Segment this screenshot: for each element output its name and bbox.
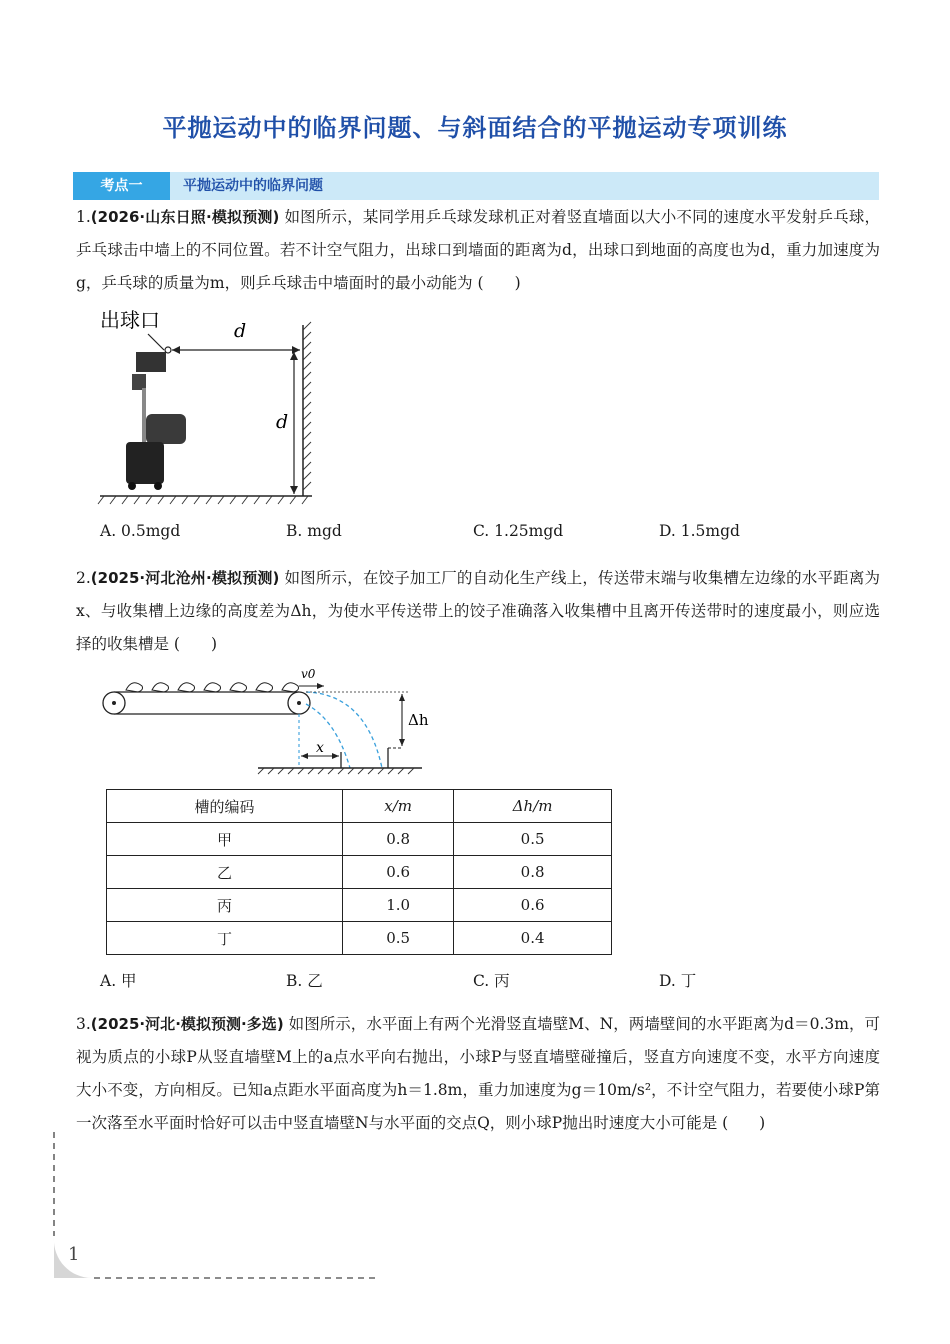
table-row <box>107 922 612 955</box>
question-source: (2026·山东日照·模拟预测) <box>90 208 280 226</box>
table-row <box>107 889 612 922</box>
table-cell: 丙 <box>107 889 343 922</box>
option-b[interactable]: B. 乙 <box>286 972 323 990</box>
table-header: x/m <box>343 790 454 823</box>
question-3 <box>76 1008 880 1140</box>
option-a[interactable]: A. 0.5mgd <box>100 522 181 540</box>
table-cell: 0.5 <box>343 922 454 955</box>
q1-options <box>100 522 860 546</box>
option-c[interactable]: C. 丙 <box>473 972 510 990</box>
question-number: 1. <box>76 208 91 226</box>
ball-machine-head <box>136 352 166 372</box>
option-b[interactable]: B. mgd <box>286 522 342 540</box>
table-cell: 丁 <box>107 922 343 955</box>
question-source: (2025·河北·模拟预测·多选) <box>90 1015 284 1033</box>
x-label: x <box>316 740 324 756</box>
table-cell: 0.5 <box>454 823 612 856</box>
q2-options <box>100 969 860 993</box>
question-1 <box>76 201 880 300</box>
table-cell: 0.6 <box>343 856 454 889</box>
machine-base <box>126 442 164 484</box>
question-text: 如图所示，在饺子加工厂的自动化生产线上，传送带末端与收集槽左边缘的水平距离为x、与收集槽上边缘的高度差为Δh，为使水平传送带上的饺子准确落入收集槽中且离开传送带时的速度最小，则应选择的收集槽是 ( ) <box>76 569 880 653</box>
question-text: 如图所示，某同学用乒乓球发球机正对着竖直墙面以大小不同的速度水平发射乒乓球，乒乓球击中墙上的不同位置。若不计空气阻力，出球口到墙面的距离为d，出球口到地面的高度也为d，重力加速度为g，乒乓球的质量为m，则乒乓球击中墙面时的最小动能为 ( ) <box>76 208 880 292</box>
q1-figure <box>96 300 326 510</box>
table-header: Δh/m <box>454 790 612 823</box>
table-header-row <box>107 790 612 823</box>
question-text: 如图所示，水平面上有两个光滑竖直墙壁M、N，两墙壁间的水平距离为d＝0.3m，可视为质点的小球P从竖直墙壁M上的a点水平向右抛出，小球P与竖直墙壁碰撞后，竖直方向速度不变，水平方向速度大小不变，方向相反。已知a点距水平面高度为h＝1.8m，重力加速度为g＝10m/s²，不计空气阻力，若要使小球P第一次落至水平面时恰好可以击中竖直墙壁N与水平面的交点Q，则小球P抛出时速度大小可能是 ( ) <box>76 1015 880 1132</box>
table-cell: 乙 <box>107 856 343 889</box>
q2-figure <box>96 664 436 780</box>
table-cell: 1.0 <box>343 889 454 922</box>
table-cell: 0.4 <box>454 922 612 955</box>
page-number: 1 <box>68 1244 80 1265</box>
section-tag: 考点一 <box>73 172 170 200</box>
dumplings <box>126 683 299 692</box>
table-row <box>107 823 612 856</box>
table-cell: 0.8 <box>343 823 454 856</box>
question-number: 2. <box>76 569 91 587</box>
option-a[interactable]: A. 甲 <box>100 972 137 990</box>
section-name: 平抛运动中的临界问题 <box>183 178 323 194</box>
page-corner-decoration <box>48 1128 388 1284</box>
distance-label-horizontal: d <box>234 320 247 342</box>
question-number: 3. <box>76 1015 91 1033</box>
page-title: 平抛运动中的临界问题、与斜面结合的平抛运动专项训练 <box>162 114 788 142</box>
option-d[interactable]: D. 丁 <box>659 972 697 990</box>
option-d[interactable]: D. 1.5mgd <box>659 522 740 540</box>
outlet-label: 出球口 <box>100 308 160 332</box>
distance-label-vertical: d <box>276 411 289 433</box>
table-cell: 甲 <box>107 823 343 856</box>
trough-table <box>106 789 612 955</box>
table-cell: 0.6 <box>454 889 612 922</box>
ball-hopper <box>146 414 186 444</box>
question-2 <box>76 562 880 661</box>
trajectory-outer <box>306 692 382 768</box>
table-cell: 0.8 <box>454 856 612 889</box>
section-header <box>73 172 879 200</box>
option-c[interactable]: C. 1.25mgd <box>473 522 564 540</box>
question-source: (2025·河北沧州·模拟预测) <box>90 569 280 587</box>
table-row <box>107 856 612 889</box>
velocity-label: v0 <box>301 667 316 681</box>
height-diff-label: Δh <box>408 711 429 729</box>
table-header: 槽的编码 <box>107 790 343 823</box>
trajectory-inner <box>306 704 350 768</box>
